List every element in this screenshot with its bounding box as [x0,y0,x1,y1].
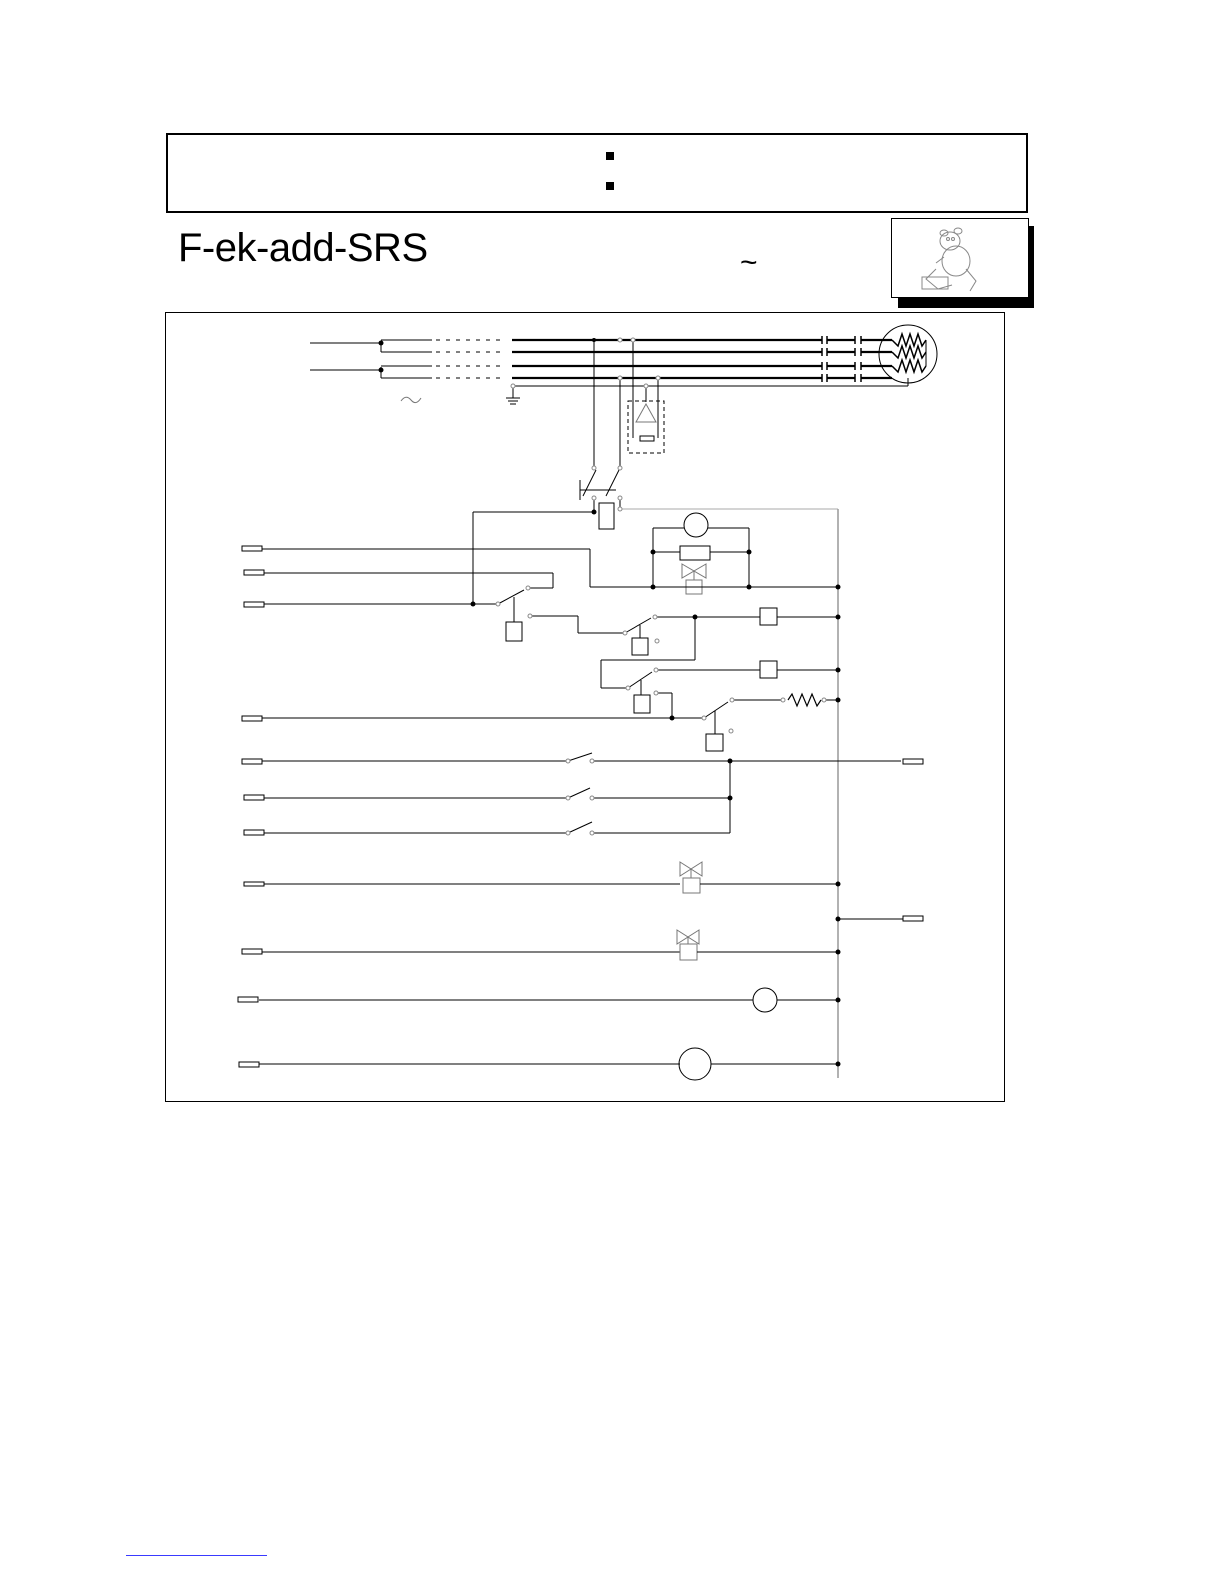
heating-element-icon [879,325,937,383]
motor-icon [753,988,777,1012]
relay-box [680,546,710,560]
junction-dots [379,338,841,1067]
ac-symbol: ~ [740,246,758,279]
supply-ac-icon [401,397,421,402]
motor-icon [684,513,708,537]
relay-coil [506,622,522,641]
relay-box [760,608,777,625]
sensor-block [628,401,664,453]
ground-icon [506,386,520,404]
page-title: F-ek-add-SRS [178,226,428,270]
relay-coil [706,734,723,751]
solenoid-valve-icon [682,564,706,594]
power-input-lines [310,336,908,386]
relay-coil [634,695,650,713]
solenoid-valve-icon [680,862,702,893]
solenoid-valve-icon [677,930,699,960]
link-underline[interactable] [126,1555,267,1556]
relay-coil [632,638,648,655]
motor-icon [679,1048,711,1080]
relay-box [760,661,777,678]
terminal-connector [238,546,923,1067]
resistor-icon [788,694,821,706]
contactor-coil [599,503,614,529]
